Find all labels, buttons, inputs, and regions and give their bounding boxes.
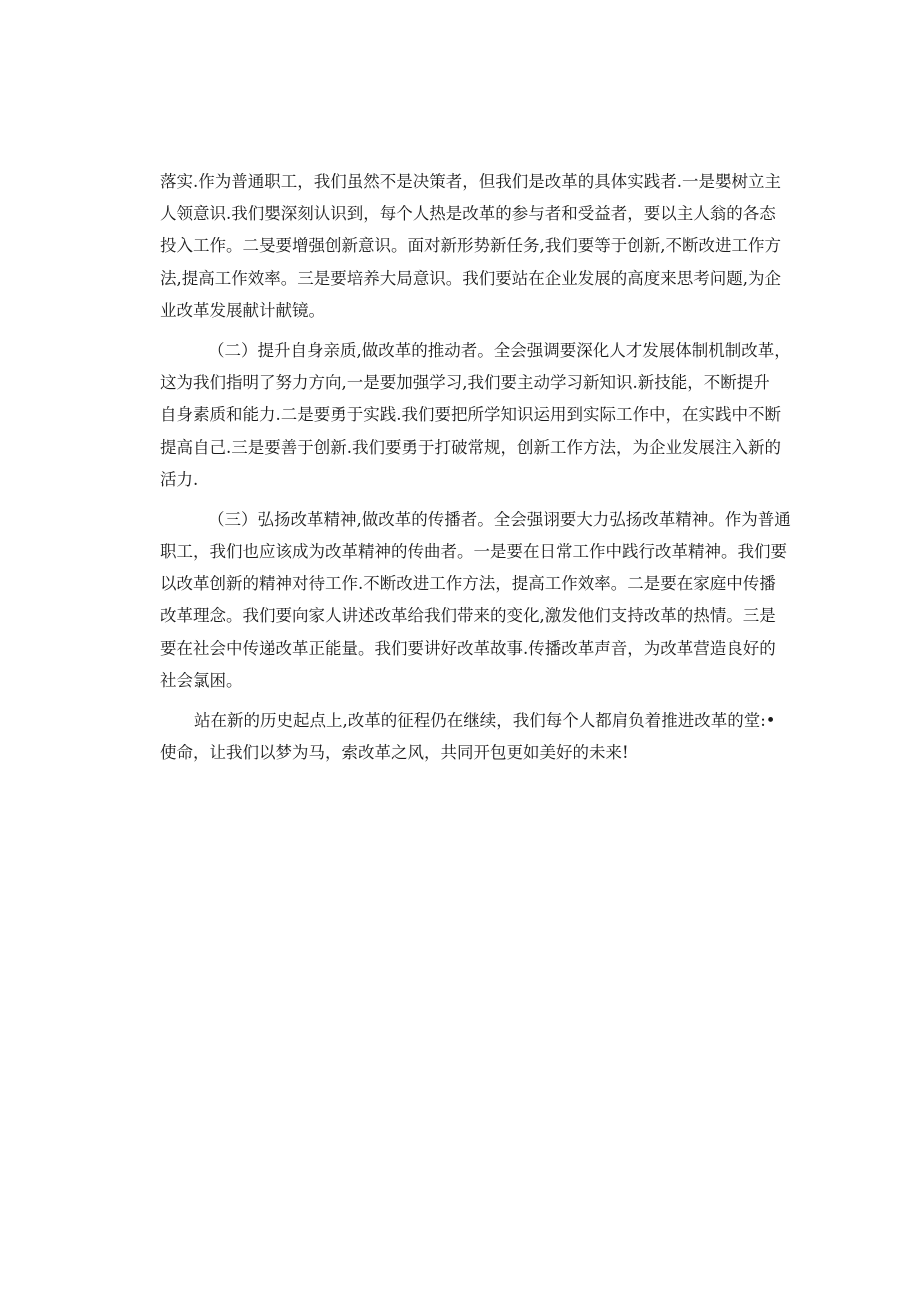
document-body [160,166,791,769]
text-line: （二）提升自身亲质,做改革的推动者。全会强调要深化人才发展体制机制改革， [208,340,791,360]
paragraph-gap [160,496,756,504]
text-line: 使命，让我们以梦为马，索改革之风，共同开包更如美好的未来! [160,743,629,763]
text-line: 以改革创新的精神对待工作.不断改进工作方法，提高工作效率。二是要在家庭中传播 [160,574,776,594]
text-line: 改革理念。我们要向家人讲述改革给我们带来的变化,激发他们支持改革的热情。三是 [160,606,776,626]
text-line: 落实.作为普通职工，我们虽然不是决策者，但我们是改革的具体实践者.一是嬰树立主 [160,172,781,191]
text-line: 投入工作。二旻要增强创新意识。面对新形势新任务,我们要等于创新,不断改进工作方 [160,236,781,256]
text-line: 站在新的历史起点上,改革的征程仍在继续，我们每个人都肩负着推进改革的堂:• [194,711,776,730]
text-line: 人领意识.我们嬰深刻认识到，每个人热是改革的参与者和受益者，要以主人翁的各态 [160,204,776,224]
text-line: 提高自己.三是要善于创新.我们要勇于打破常规，创新工作方法，为企业发展注入新的 [160,437,781,457]
text-line: （三）弘扬改革精神,做改革的传播者。全会强诩要大力弘扬改革精神。作为普通 [208,509,791,529]
text-line: 这为我们指明了努力方向,一是要加强学习,我们要主动学习新知识.新技能，不断提升 [160,373,770,393]
text-line: 社会氯困。 [160,670,243,690]
paragraph-1 [160,166,781,327]
paragraph-3 [160,504,791,697]
text-line: 职工，我们也应该成为改革精神的传曲者。一是要在日常工作中践行改革精神。我们要 [160,542,787,562]
text-line: 法,提高工作效率。三是要培养大局意识。我们要站在企业发展的高度来思考问题,为企 [160,268,781,288]
paragraph-2 [160,335,791,496]
text-line: 要在社会中传递改革正能量。我们要讲好改革故事.传播改革声音，为改革营造良好的 [160,638,776,658]
text-line: 自身素质和能力.二是要勇于实践.我们要把所学知识运用到实际工作中，在实践中不断 [160,405,781,425]
text-line: 活力. [160,469,199,489]
paragraph-gap [160,697,756,705]
text-line: 业改革发展献计献镜。 [160,300,325,320]
paragraph-4 [160,705,776,769]
paragraph-gap [160,327,756,335]
